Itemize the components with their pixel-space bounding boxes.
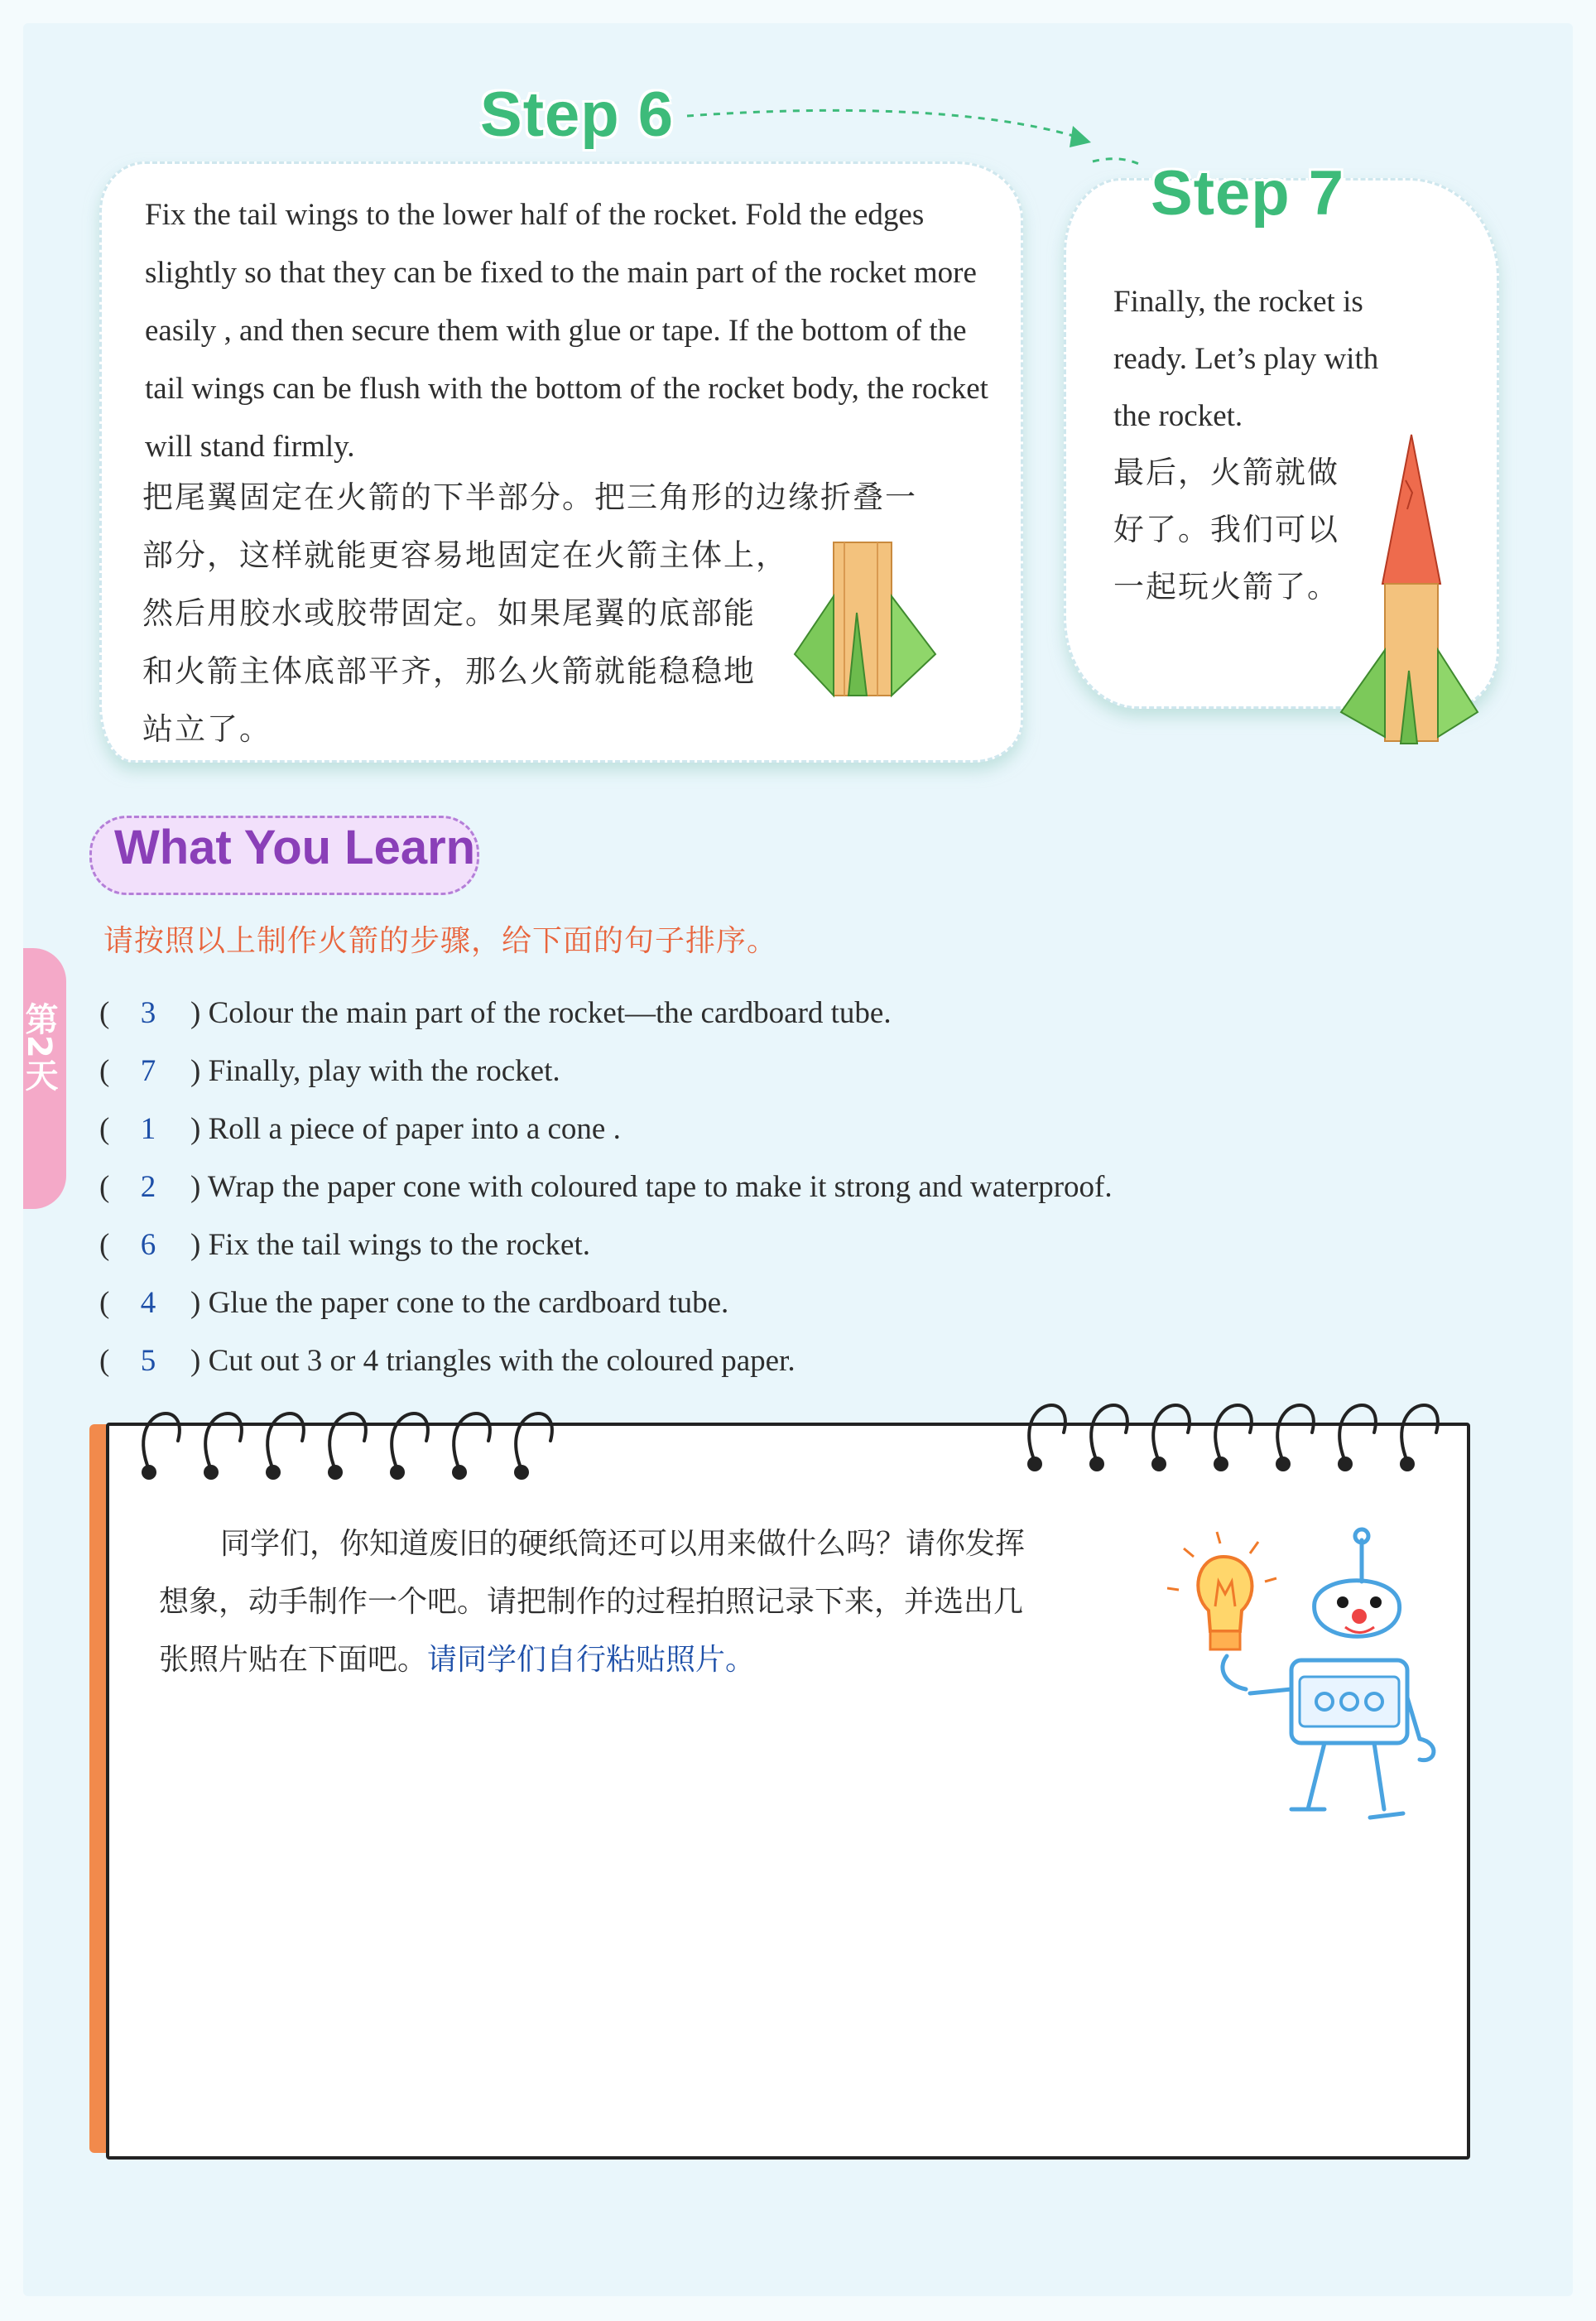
order-sentence: ) Colour the main part of the rocket—the cardboard tube. [190,995,892,1030]
step7-title: Step 7 [1151,158,1345,229]
order-answer[interactable]: 3 [140,995,156,1030]
notebook-line: 同学们，你知道废旧的硬纸筒还可以用来做什么吗？请你发挥 [220,1527,1026,1561]
order-sentence: ) Fix the tail wings to the rocket. [190,1227,590,1262]
list-item: ( 3 ) Colour the main part of the rocket—the cardboard tube. [99,995,892,1030]
order-sentence: ) Wrap the paper cone with coloured tape to make it strong and waterproof. [190,1169,1113,1204]
notebook-task-text [159,1515,1152,1689]
order-sentence: ) Cut out 3 or 4 triangles with the coloured paper. [190,1343,796,1378]
order-answer[interactable]: 2 [140,1169,156,1204]
step7-english-text: Finally, the rocket is ready. Let’s play with the rocket. [1113,285,1379,433]
list-item: ( 2 ) Wrap the paper cone with coloured tape to make it strong and waterproof. [99,1169,1113,1204]
notebook-answer: 请同学们自行粘贴照片。 [427,1643,756,1677]
order-answer[interactable]: 1 [140,1111,156,1146]
step6-chinese-line: 然后用胶水或胶带固定。如果尾翼的底部能 [142,597,756,631]
notebook-line-prefix: 张照片贴在下面吧。 [159,1643,428,1677]
order-answer[interactable]: 6 [140,1227,156,1262]
order-answer[interactable]: 5 [140,1343,156,1378]
list-item: ( 6 ) Fix the tail wings to the rocket. [99,1227,590,1262]
order-sentence: ) Glue the paper cone to the cardboard tube. [190,1285,729,1320]
order-sentence: ) Roll a piece of paper into a cone . [190,1111,621,1146]
list-item: ( 1 ) Roll a piece of paper into a cone . [99,1111,621,1146]
step7-chinese-line: 一起玩火箭了。 [1113,571,1339,604]
robot-lightbulb-icon [1167,1524,1440,1855]
list-item: ( 4 ) Glue the paper cone to the cardboard tube. [99,1285,729,1320]
step6-chinese-line: 站立了。 [142,713,272,747]
step7-chinese-line: 好了。我们可以 [1113,513,1339,547]
step6-english-text: Fix the tail wings to the lower half of the rocket. Fold the edges slightly so that they can be fixed to the main part of the rocket more easily , and then secure them with glue or tape. If the bottom of the tail wings can be flush with the bottom of the rocket body, the rocket will stand firmly. [145,198,988,464]
step6-chinese-line: 和火箭主体底部平齐，那么火箭就能稳稳地 [142,655,756,689]
notebook-line: 想象，动手制作一个吧。请把制作的过程拍照记录下来，并选出几 [159,1585,1024,1619]
list-item: ( 7 ) Finally, play with the rocket. [99,1053,560,1088]
exercise-instruction: 请按照以上制作火箭的步骤，给下面的句子排序。 [103,924,778,958]
order-answer[interactable]: 4 [140,1285,156,1320]
step6-chinese-line: 把尾翼固定在火箭的下半部分。把三角形的边缘折叠一 [142,481,917,515]
step6-chinese-line: 部分，这样就能更容易地固定在火箭主体上， [142,539,788,573]
order-answer[interactable]: 7 [140,1053,156,1088]
list-item: ( 5 ) Cut out 3 or 4 triangles with the coloured paper. [99,1343,796,1378]
order-sentence: ) Finally, play with the rocket. [190,1053,560,1088]
day-side-tab-label: 第2天 [20,1002,58,1091]
what-you-learn-title: What You Learn [114,821,476,874]
step6-title: Step 6 [480,79,675,150]
notebook-line [159,1631,1152,1689]
step7-chinese-line: 最后，火箭就做 [1113,456,1339,490]
